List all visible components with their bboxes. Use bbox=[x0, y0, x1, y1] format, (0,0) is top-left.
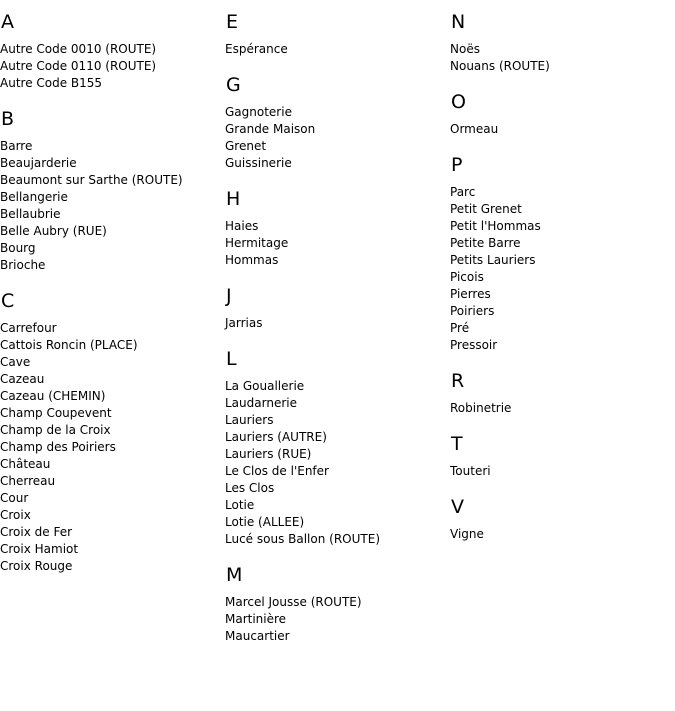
street-list bbox=[0, 138, 225, 274]
street-link[interactable]: Lotie (ALLEE) bbox=[225, 515, 305, 529]
letter-group bbox=[450, 370, 675, 417]
letter-group bbox=[450, 11, 675, 75]
street-link[interactable]: Carrefour bbox=[0, 321, 57, 335]
street-link[interactable]: Grenet bbox=[225, 139, 267, 153]
street-link[interactable]: Les Clos bbox=[225, 481, 275, 495]
street-link[interactable]: Hommas bbox=[225, 253, 279, 267]
street-link[interactable]: Lauriers bbox=[225, 413, 274, 427]
street-link[interactable]: Grande Maison bbox=[225, 122, 316, 136]
street-link[interactable]: Guissinerie bbox=[225, 156, 292, 170]
street-link[interactable]: Autre Code 0010 (ROUTE) bbox=[0, 42, 157, 56]
street-link[interactable]: Lauriers (AUTRE) bbox=[225, 430, 327, 444]
street-link[interactable]: Jarrias bbox=[225, 316, 263, 330]
street-list bbox=[450, 121, 675, 138]
street-link[interactable]: Barre bbox=[0, 139, 33, 153]
street-link[interactable]: Picois bbox=[450, 270, 484, 284]
letter-group bbox=[0, 11, 225, 92]
letter-group bbox=[0, 290, 225, 575]
letter-heading: J bbox=[226, 285, 232, 307]
street-link[interactable]: Pré bbox=[450, 321, 470, 335]
letter-heading: H bbox=[226, 188, 241, 210]
street-list bbox=[450, 400, 675, 417]
street-link[interactable]: Château bbox=[0, 457, 51, 471]
letter-heading: N bbox=[451, 11, 466, 33]
street-list bbox=[450, 526, 675, 543]
street-list bbox=[0, 41, 225, 92]
street-link[interactable]: Laudarnerie bbox=[225, 396, 297, 410]
street-link[interactable]: Martinière bbox=[225, 612, 287, 626]
street-link[interactable]: Beaumont sur Sarthe (ROUTE) bbox=[0, 173, 183, 187]
street-link[interactable]: Autre Code 0110 (ROUTE) bbox=[0, 59, 157, 73]
street-link[interactable]: Beaujarderie bbox=[0, 156, 77, 170]
street-link[interactable]: Cattois Roncin (PLACE) bbox=[0, 338, 138, 352]
street-link[interactable]: Cazeau (CHEMIN) bbox=[0, 389, 106, 403]
street-link[interactable]: Touteri bbox=[450, 464, 491, 478]
letter-heading: G bbox=[226, 74, 241, 96]
street-link[interactable]: Petite Barre bbox=[450, 236, 521, 250]
letter-heading: B bbox=[1, 108, 15, 130]
street-link[interactable]: Bourg bbox=[0, 241, 36, 255]
street-link[interactable]: Poiriers bbox=[450, 304, 495, 318]
street-link[interactable]: Espérance bbox=[225, 42, 288, 56]
street-link[interactable]: Cazeau bbox=[0, 372, 45, 386]
street-link[interactable]: Pressoir bbox=[450, 338, 498, 352]
letter-heading: E bbox=[226, 11, 239, 33]
street-link[interactable]: Cave bbox=[0, 355, 31, 369]
street-list bbox=[225, 218, 450, 269]
street-link[interactable]: Maucartier bbox=[225, 629, 290, 643]
street-link[interactable]: Nouans (ROUTE) bbox=[450, 59, 550, 73]
street-link[interactable]: Bellangerie bbox=[0, 190, 68, 204]
letter-heading: P bbox=[451, 154, 463, 176]
street-link[interactable]: Brioche bbox=[0, 258, 46, 272]
street-link[interactable]: Le Clos de l'Enfer bbox=[225, 464, 329, 478]
letter-group bbox=[0, 108, 225, 274]
street-index-column-1 bbox=[0, 0, 225, 575]
street-link[interactable]: Croix de Fer bbox=[0, 525, 73, 539]
street-list bbox=[225, 378, 450, 548]
street-link[interactable]: Robinetrie bbox=[450, 401, 512, 415]
street-link[interactable]: Champ Coupevent bbox=[0, 406, 112, 420]
street-list bbox=[225, 41, 450, 58]
letter-group bbox=[450, 91, 675, 138]
street-link[interactable]: La Gouallerie bbox=[225, 379, 305, 393]
street-link[interactable]: Gagnoterie bbox=[225, 105, 292, 119]
letter-group bbox=[225, 285, 450, 332]
street-list bbox=[225, 104, 450, 172]
letter-heading: V bbox=[451, 496, 464, 518]
street-link[interactable]: Lotie bbox=[225, 498, 255, 512]
letter-heading: T bbox=[451, 433, 463, 455]
letter-group bbox=[225, 348, 450, 548]
street-link[interactable]: Autre Code B155 bbox=[0, 76, 103, 90]
letter-group bbox=[450, 496, 675, 543]
street-link[interactable]: Champ de la Croix bbox=[0, 423, 111, 437]
letter-group bbox=[225, 74, 450, 172]
street-link[interactable]: Hermitage bbox=[225, 236, 289, 250]
street-link[interactable]: Petits Lauriers bbox=[450, 253, 536, 267]
letter-heading: R bbox=[451, 370, 465, 392]
street-link[interactable]: Lucé sous Ballon (ROUTE) bbox=[225, 532, 380, 546]
street-link[interactable]: Pierres bbox=[450, 287, 491, 301]
street-list bbox=[450, 41, 675, 75]
letter-group bbox=[450, 433, 675, 480]
street-link[interactable]: Lauriers (RUE) bbox=[225, 447, 312, 461]
street-link[interactable]: Croix Hamiot bbox=[0, 542, 79, 556]
letter-heading: C bbox=[1, 290, 15, 312]
street-link[interactable]: Cherreau bbox=[0, 474, 56, 488]
letter-heading: O bbox=[451, 91, 466, 113]
street-link[interactable]: Croix bbox=[0, 508, 31, 522]
street-link[interactable]: Croix Rouge bbox=[0, 559, 73, 573]
street-list bbox=[0, 320, 225, 575]
street-link[interactable]: Cour bbox=[0, 491, 29, 505]
street-link[interactable]: Champ des Poiriers bbox=[0, 440, 116, 454]
letter-group bbox=[225, 188, 450, 269]
street-link[interactable]: Noës bbox=[450, 42, 480, 56]
street-link[interactable]: Petit Grenet bbox=[450, 202, 522, 216]
street-link[interactable]: Vigne bbox=[450, 527, 484, 541]
street-link[interactable]: Marcel Jousse (ROUTE) bbox=[225, 595, 362, 609]
letter-heading: A bbox=[1, 11, 14, 33]
street-index-column-3 bbox=[450, 0, 675, 543]
street-link[interactable]: Parc bbox=[450, 185, 476, 199]
street-link[interactable]: Bellaubrie bbox=[0, 207, 61, 221]
letter-group bbox=[450, 154, 675, 354]
street-link[interactable]: Ormeau bbox=[450, 122, 499, 136]
street-list bbox=[450, 463, 675, 480]
letter-group bbox=[225, 564, 450, 645]
street-list bbox=[450, 184, 675, 354]
street-link[interactable]: Haies bbox=[225, 219, 259, 233]
street-list bbox=[225, 594, 450, 645]
street-link[interactable]: Belle Aubry (RUE) bbox=[0, 224, 107, 238]
letter-group bbox=[225, 11, 450, 58]
letter-heading: L bbox=[226, 348, 237, 370]
street-list bbox=[225, 315, 450, 332]
letter-heading: M bbox=[226, 564, 243, 586]
street-link[interactable]: Petit l'Hommas bbox=[450, 219, 541, 233]
street-index-column-2 bbox=[225, 0, 450, 645]
